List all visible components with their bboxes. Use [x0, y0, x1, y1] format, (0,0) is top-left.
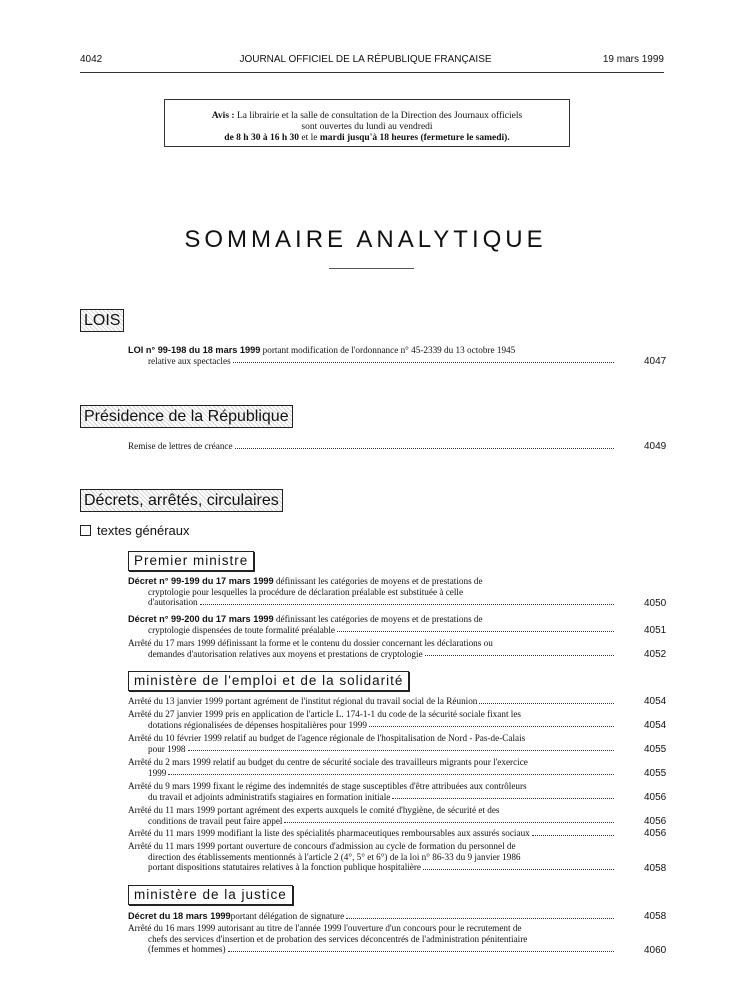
- page-ref-pm2[interactable]: 4051: [644, 625, 667, 636]
- checkbox-square-icon: [80, 525, 91, 536]
- page-number: 4042: [80, 54, 103, 65]
- page-ref-e6[interactable]: 4056: [644, 816, 667, 827]
- entry-arrete-10-fevrier[interactable]: Arrêté du 10 février 1999 relatif au budget de l'agence régionale de l'hospitalisation de Nord - Pas-de-Calais pour 1998: [128, 733, 614, 754]
- page-ref-j2[interactable]: 4060: [644, 945, 667, 956]
- page-ref-e8[interactable]: 4058: [644, 863, 667, 874]
- subsection-premier-ministre: Premier ministre: [128, 551, 254, 571]
- entry-arrete-11-mars-liste[interactable]: Arrêté du 11 mars 1999 modifiant la liste des spécialités pharmaceutiques remboursables aux assurés sociaux: [128, 828, 614, 839]
- page-ref-pm1[interactable]: 4050: [644, 598, 667, 609]
- entry-arrete-13-janvier[interactable]: Arrêté du 13 janvier 1999 portant agrément de l'institut régional du travail social de la Réunion: [128, 696, 614, 707]
- section-decrets: Décrets, arrêtés, circulaires: [80, 489, 283, 512]
- notice-and: et le: [301, 133, 318, 143]
- page-ref-e5[interactable]: 4056: [644, 792, 667, 803]
- page-ref-pm3[interactable]: 4052: [644, 649, 667, 660]
- page-ref-e4[interactable]: 4055: [644, 768, 667, 779]
- header-rule: [80, 72, 664, 73]
- notice-box: [164, 99, 570, 147]
- section-presidence: Présidence de la République: [80, 405, 293, 428]
- notice-avis: Avis :: [211, 111, 235, 121]
- page-ref-remise[interactable]: 4049: [644, 441, 667, 452]
- journal-title: JOURNAL OFFICIEL DE LA RÉPUBLIQUE FRANÇAISE: [239, 54, 492, 65]
- entry-arrete-11-mars-concours[interactable]: Arrêté du 11 mars 1999 portant ouverture de concours d'admission au cycle de formation du personnel de direction des établissements mentionnés à l'article 2 (4°, 5° et 6°) de la loi n° 86-33 du 9 janvier 1986 portant dispositions statutaires relatives à la fonction publique hospitalière: [128, 841, 614, 873]
- page-ref-e1[interactable]: 4054: [644, 696, 667, 707]
- page-ref-e7[interactable]: 4056: [644, 828, 667, 839]
- entry-arrete-27-janvier[interactable]: Arrêté du 27 janvier 1999 pris en application de l'article L. 174-1-1 du code de la sécurité sociale fixant les dotations régionalisées de dépenses hospitalières pour 1999: [128, 709, 614, 730]
- entry-remise[interactable]: Remise de lettres de créance: [128, 441, 614, 452]
- notice-hours: de 8 h 30 à 16 h 30: [224, 133, 299, 143]
- subsection-justice: ministère de la justice: [128, 885, 293, 905]
- subsection-emploi: ministère de l'emploi et de la solidarité: [128, 671, 409, 691]
- notice-line-2: sont ouvertes du lundi au vendredi: [301, 122, 433, 132]
- entry-arrete-16-mars[interactable]: Arrêté du 16 mars 1999 autorisant au titre de l'année 1999 l'ouverture d'un concours pour le recrutement de chefs des services d'insertion et de probation des services déconcentrés de l'administration pénitentiaire (femmes et hommes): [128, 923, 614, 955]
- entry-arrete-11-mars-experts[interactable]: Arrêté du 11 mars 1999 portant agrément des experts auxquels le comité d'hygiène, de sécurité et des conditions de travail peut faire appel: [128, 805, 614, 826]
- entry-loi[interactable]: LOI n° 99-198 du 18 mars 1999 portant modification de l'ordonnance n° 45-2339 du 13 octobre 1945 relative aux spectacles: [128, 345, 614, 366]
- textes-generaux: [80, 523, 190, 538]
- entry-arrete-2-mars[interactable]: Arrêté du 2 mars 1999 relatif au budget du centre de sécurité sociale des travailleurs migrants pour l'exercice 1999: [128, 757, 614, 778]
- title-rule: [329, 268, 414, 269]
- entry-arrete-17-mars[interactable]: Arrêté du 17 mars 1999 définissant la forme et le contenu du dossier concernant les déclarations ou demandes d'autorisation relatives aux moyens et prestations de cryptologie: [128, 638, 614, 659]
- entry-decret-18-mars[interactable]: Décret du 18 mars 1999 portant délégation de signature: [128, 911, 614, 922]
- page-title: SOMMAIRE ANALYTIQUE: [184, 226, 547, 253]
- entry-decret-99-199[interactable]: Décret n° 99-199 du 17 mars 1999 définissant les catégories de moyens et de prestations de cryptologie pour lesquelles la procédure de déclaration préalable est substituée à celle d'autorisation: [128, 576, 614, 608]
- entry-decret-99-200[interactable]: Décret n° 99-200 du 17 mars 1999 définissant les catégories de moyens et de prestations de cryptologie dispensées de toute formalité préalable: [128, 614, 614, 635]
- issue-date: 19 mars 1999: [602, 54, 664, 65]
- notice-line-1: La librairie et la salle de consultation de la Direction des Journaux officiels: [236, 111, 523, 121]
- page-ref-e3[interactable]: 4055: [644, 744, 667, 755]
- page-ref-j1[interactable]: 4058: [644, 911, 667, 922]
- page-ref-e2[interactable]: 4054: [644, 720, 667, 731]
- section-lois: LOIS: [80, 309, 124, 332]
- notice-tuesday: mardi jusqu'à 18 heures (fermeture le samedi).: [319, 133, 510, 143]
- textes-generaux-label: textes généraux: [97, 523, 190, 538]
- page-ref-loi[interactable]: 4047: [644, 356, 667, 367]
- entry-arrete-9-mars[interactable]: Arrêté du 9 mars 1999 fixant le régime des indemnités de stage susceptibles d'être attribuées aux contrôleurs du travail et adjoints administratifs stagiaires en formation initiale: [128, 781, 614, 802]
